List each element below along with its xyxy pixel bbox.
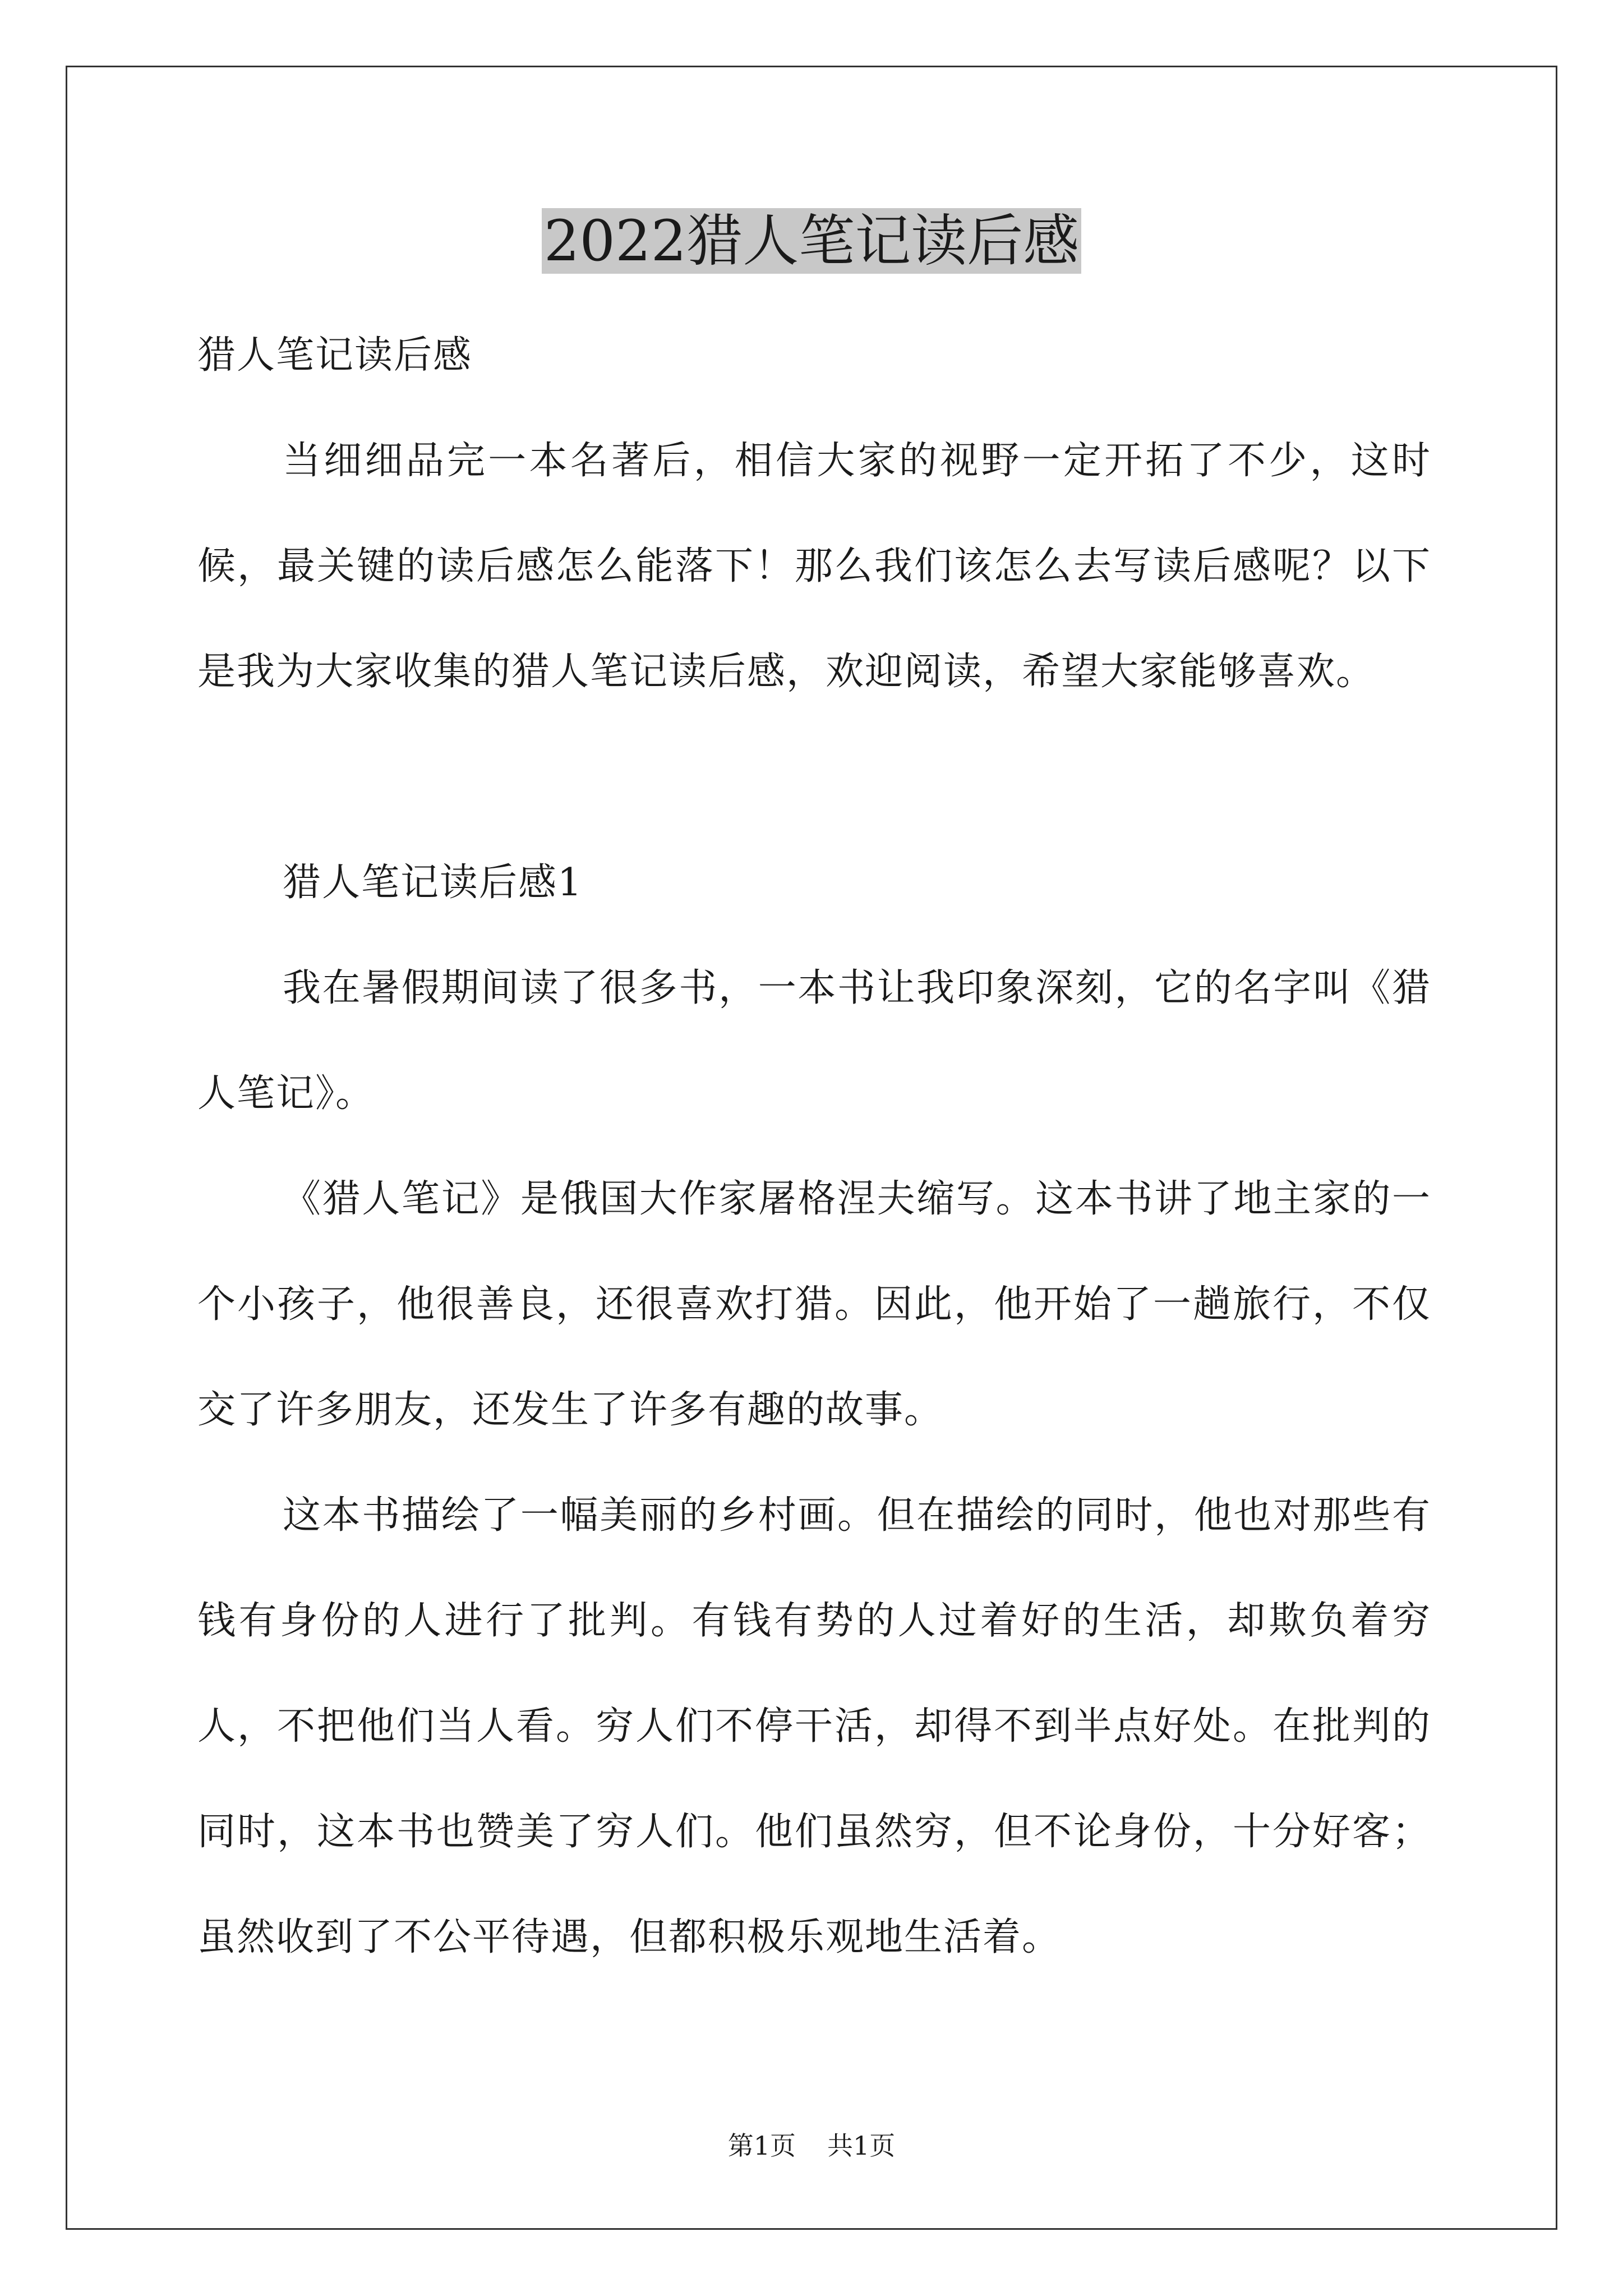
body-paragraph: 我在暑假期间读了很多书，一本书让我印象深刻，它的名字叫《猎人笔记》。 (197, 966, 1431, 1116)
page-number-current: 第1页 (727, 2131, 796, 2161)
document-title (0, 202, 1623, 280)
document-title-text: 2022猎人笔记读后感 (542, 208, 1082, 274)
intro-paragraph: 当细细品完一本名著后，相信大家的视野一定开拓了不少，这时候，最关键的读后感怎么能落下！那么我们该怎么去写读后感呢？以下是我为大家收集的猎人笔记读后感，欢迎阅读，希望大家能够喜欢。 (197, 439, 1431, 694)
body-paragraph: 这本书描绘了一幅美丽的乡村画。但在描绘的同时，他也对那些有钱有身份的人进行了批判。有钱有势的人过着好的生活，却欺负着穷人，不把他们当人看。穷人们不停干活，却得不到半点好处。在批判的同时，这本书也赞美了穷人们。他们虽然穷，但不论身份，十分好客；虽然收到了不公平待遇，但都积极乐观地生活着。 (197, 1493, 1431, 1959)
section-heading: 猎人笔记读后感 (197, 333, 473, 378)
subsection-heading: 猎人笔记读后感1 (283, 861, 583, 905)
page-footer (0, 2129, 1623, 2162)
document-body (197, 303, 1431, 1990)
page-number-total: 共1页 (827, 2131, 896, 2161)
body-paragraph: 《猎人笔记》是俄国大作家屠格涅夫缩写。这本书讲了地主家的一个小孩子，他很善良，还很喜欢打猎。因此，他开始了一趟旅行，不仅交了许多朋友，还发生了许多有趣的故事。 (197, 1177, 1431, 1432)
